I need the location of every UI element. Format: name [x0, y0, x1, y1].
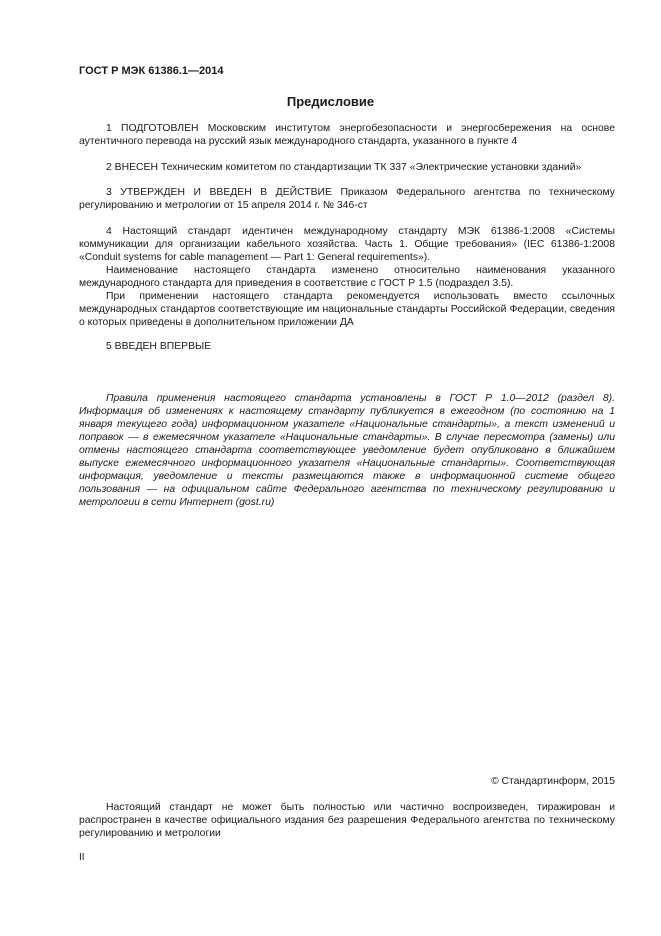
document-header: ГОСТ Р МЭК 61386.1—2014	[79, 65, 224, 77]
item-2-text: 2 ВНЕСЕН Техническим комитетом по стандартизации ТК 337 «Электрические установки зданий»	[106, 162, 582, 173]
item-4-references: При применении настоящего стандарта рекомендуется использовать вместо ссылочных международных стандартов соответствующие им национальные стандарты Российской Федерации, сведения о которых приведены в дополнительном приложении ДА	[79, 291, 615, 328]
item-3-text: 3 УТВЕРЖДЕН И ВВЕДЕН В ДЕЙСТВИЕ Приказом Федерального агентства по техническому регулированию и метрологии от 15 апреля 2014 г. № 346-ст	[79, 187, 615, 211]
reproduction-notice	[79, 801, 615, 840]
item-4-text: 4 Настоящий стандарт идентичен международному стандарту МЭК 61386-1:2008 «Системы коммуникации для организации кабельного хозяйства. Часть 1. Общие требования» (IEC 61386-1:2008 «Conduit systems for cable management — Part 1: General requirements»).	[79, 226, 615, 263]
foreword-item-1	[79, 122, 615, 148]
page-number: II	[79, 852, 85, 863]
item-1-text: 1 ПОДГОТОВЛЕН Московским институтом энергобезопасности и энергосбережения на основе аутентичного перевода на русский язык международного стандарта, указанного в пункте 4	[79, 123, 615, 147]
item-5-text: 5 ВВЕДЕН ВПЕРВЫЕ	[106, 341, 212, 352]
notice-text: Правила применения настоящего стандарта установлены в ГОСТ Р 1.0—2012 (раздел 8). Информация об изменениях к настоящему стандарту публикуется в ежегодном (по состоянию на 1 января текущего года) информационном указателе «Национальные стандарты», а текст изменений и поправок — в ежемесячном указателе «Национальные стандарты». В случае пересмотра (замены) или отмены настоящего стандарта соответствующее уведомление будет опубликовано в ближайшем выпуске ежемесячного информационного указателя «Национальные стандарты». Соответствующая информация, уведомление и тексты размещаются также в информационной системе общего пользования — на официальном сайте Федерального агентства по техническому регулированию и метрологии в сети Интернет (gost.ru)	[79, 393, 615, 508]
foreword-item-3	[79, 186, 615, 212]
page-title: Предисловие	[286, 94, 375, 109]
item-4-name-change: Наименование настоящего стандарта изменено относительно наименования указанного международного стандарта для приведения в соответствие с ГОСТ Р 1.5 (подраздел 3.5).	[79, 265, 615, 289]
foreword-item-2	[79, 161, 615, 174]
foreword-item-5	[79, 340, 615, 353]
application-rules-notice	[79, 392, 615, 509]
reproduction-text: Настоящий стандарт не может быть полностью или частично воспроизведен, тиражирован и распространен в качестве официального издания без разрешения Федерального агентства по техническому регулированию и метрологии	[79, 802, 615, 839]
foreword-item-4	[79, 225, 615, 329]
copyright: © Стандартинформ, 2015	[490, 776, 615, 787]
